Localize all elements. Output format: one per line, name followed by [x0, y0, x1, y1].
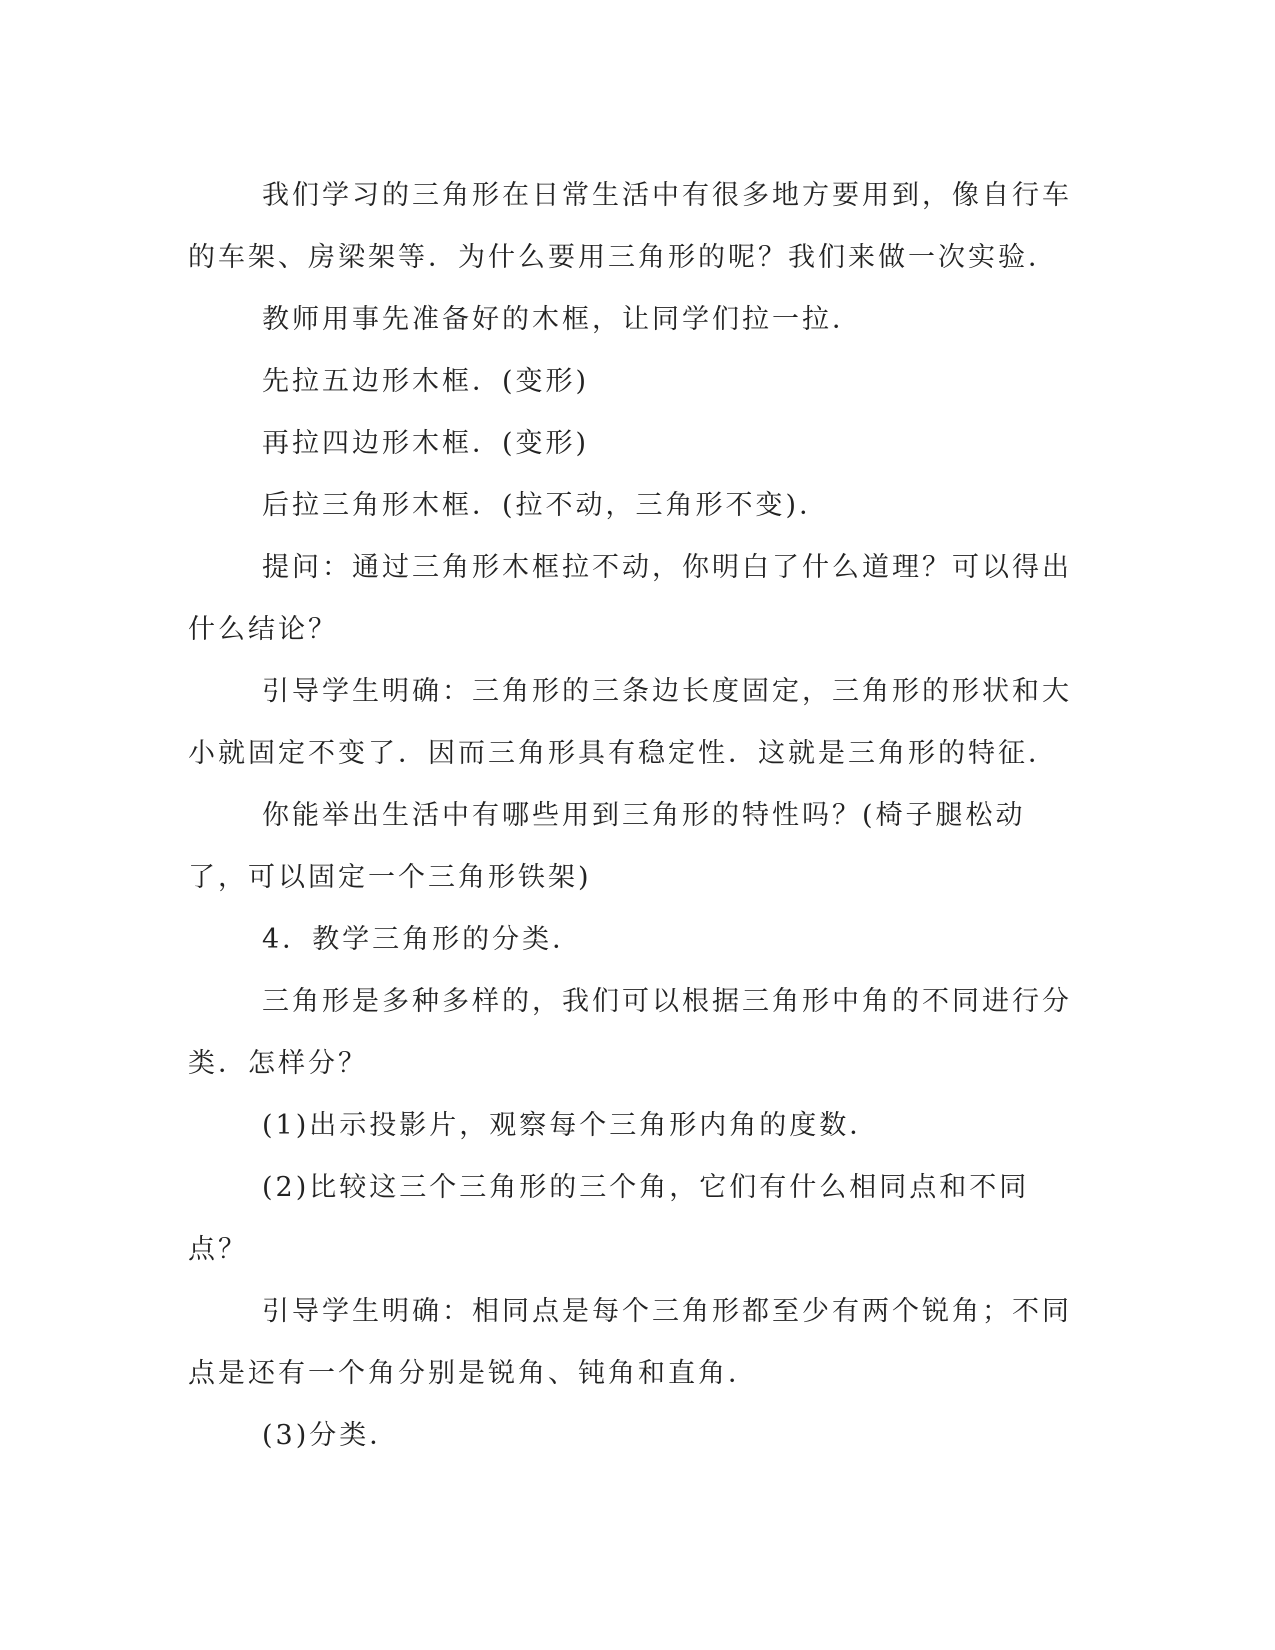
paragraph-stability-conclusion: 引导学生明确：三角形的三条边长度固定，三角形的形状和大小就固定不变了．因而三角形具有稳定性．这就是三角形的特征． — [188, 676, 1072, 769]
paragraph-question: 提问：通过三角形木框拉不动，你明白了什么道理？可以得出什么结论？ — [188, 552, 1072, 645]
paragraph-pentagon-frame: 先拉五边形木框．(变形) — [262, 366, 590, 397]
paragraph-step-1: (1)出示投影片，观察每个三角形内角的度数． — [262, 1110, 880, 1141]
document-body — [188, 165, 1078, 1467]
paragraph-daily-examples: 你能举出生活中有哪些用到三角形的特性吗？(椅子腿松动了，可以固定一个三角形铁架) — [188, 800, 1026, 893]
paragraph-angle-comparison: 引导学生明确：相同点是每个三角形都至少有两个锐角；不同点是还有一个角分别是锐角、钝角和直角． — [188, 1296, 1072, 1389]
paragraph-teacher-frame: 教师用事先准备好的木框，让同学们拉一拉． — [262, 304, 862, 335]
paragraph-classification-intro: 三角形是多种多样的，我们可以根据三角形中角的不同进行分类．怎样分？ — [188, 986, 1072, 1079]
paragraph-step-2: (2)比较这三个三角形的三个角，它们有什么相同点和不同点？ — [188, 1172, 1030, 1265]
paragraph-triangle-uses: 我们学习的三角形在日常生活中有很多地方要用到，像自行车的车架、房梁架等．为什么要用三角形的呢？我们来做一次实验． — [188, 180, 1072, 273]
paragraph-classification-heading: 4．教学三角形的分类． — [262, 924, 583, 955]
paragraph-quadrilateral-frame: 再拉四边形木框．(变形) — [262, 428, 590, 459]
paragraph-step-3: (3)分类． — [262, 1420, 400, 1451]
paragraph-triangle-frame: 后拉三角形木框．(拉不动，三角形不变)． — [262, 490, 830, 521]
